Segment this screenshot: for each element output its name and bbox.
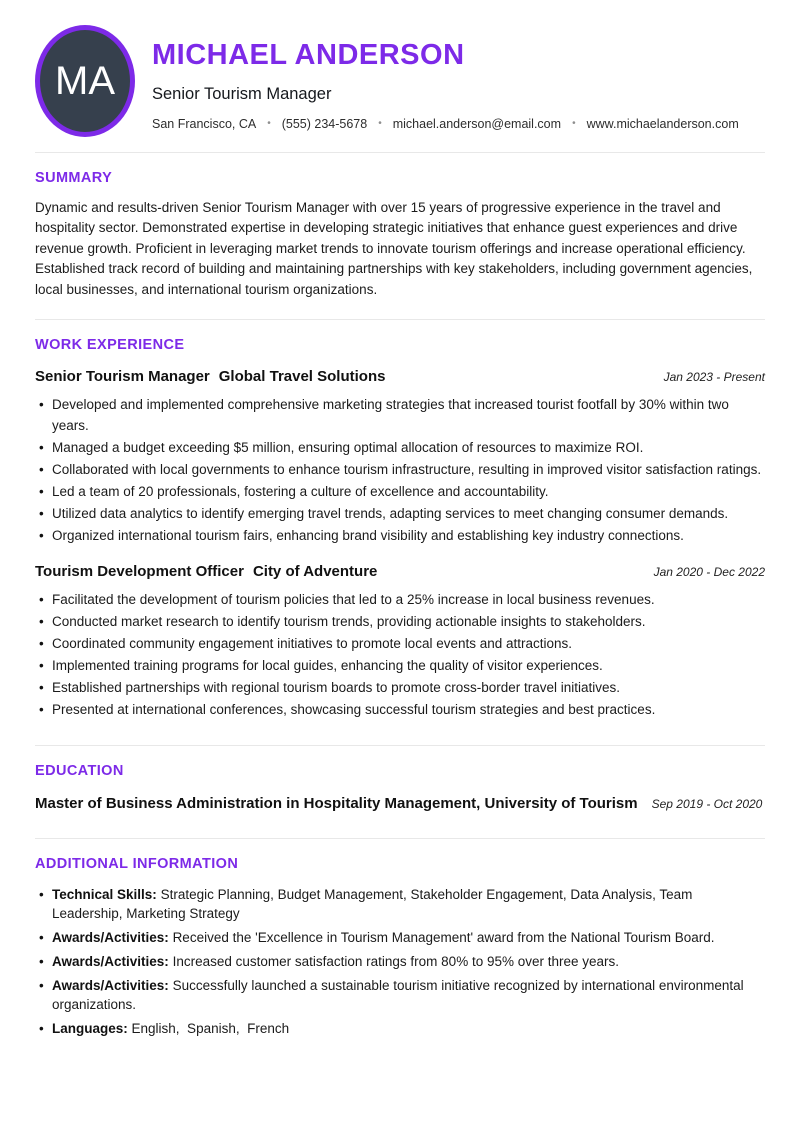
info-label: Technical Skills:: [52, 887, 157, 903]
info-text: English, Spanish, French: [131, 1021, 290, 1037]
job-bullet: • Utilized data analytics to identify emerging travel trends, adapting services to meet changing consumer demands.: [35, 503, 765, 524]
separator-dot: •: [378, 118, 382, 130]
education-row: [35, 795, 765, 812]
additional-info-item: [35, 1019, 765, 1038]
job-bullet-list: [35, 589, 765, 720]
contact-phone: (555) 234-5678: [281, 116, 368, 131]
job-entry: [35, 563, 765, 720]
job-dates: Jan 2023 - Present: [663, 370, 765, 385]
contact-row: [152, 117, 739, 131]
contact-email: michael.anderson@email.com: [392, 116, 562, 131]
summary-text: Dynamic and results-driven Senior Tourism Manager with over 15 years of progressive experience in the travel and hospitality sector. Demonstrated expertise in developing strategic initiatives that enhance guest experiences and drive revenue growth. Proficient in leveraging market trends to innovate tourism offerings and increase operational efficiency. Established track record of building and maintaining partnerships with key stakeholders, including government agencies, local businesses, and international tourism organizations.: [35, 200, 753, 297]
info-text: Increased customer satisfaction ratings from 80% to 95% over three years.: [172, 954, 620, 970]
job-bullet: • Facilitated the development of tourism policies that led to a 25% increase in local business revenues.: [35, 589, 765, 610]
additional-info-item: [35, 928, 765, 947]
info-text: Received the 'Excellence in Tourism Management' award from the National Tourism Board.: [172, 930, 715, 946]
job-bullet: • Organized international tourism fairs, enhancing brand visibility and establishing key industry connections.: [35, 525, 765, 546]
job-bullet: • Coordinated community engagement initiatives to promote local events and attractions.: [35, 633, 765, 654]
additional-info-list: [35, 885, 765, 1038]
education-dates: Sep 2019 - Oct 2020: [651, 797, 763, 812]
job-bullet: • Led a team of 20 professionals, fostering a culture of excellence and accountability.: [35, 481, 765, 502]
additional-info-item: [35, 952, 765, 971]
avatar: [35, 25, 135, 137]
job-titles: [35, 368, 385, 385]
job-header-row: [35, 368, 765, 385]
contact-website: www.michaelanderson.com: [586, 116, 739, 131]
additional-information-heading: ADDITIONAL INFORMATION: [35, 856, 239, 873]
education-heading: EDUCATION: [35, 763, 124, 780]
job-titles: [35, 563, 377, 580]
job-bullet: • Developed and implemented comprehensive marketing strategies that increased tourist footfall by 30% within two years.: [35, 394, 765, 436]
job-company: City of Adventure: [252, 563, 378, 581]
job-bullet-list: [35, 394, 765, 546]
separator-dot: •: [572, 118, 576, 130]
separator-dot: •: [267, 118, 271, 130]
job-bullet: • Managed a budget exceeding $5 million, ensuring optimal allocation of resources to maximize ROI.: [35, 437, 765, 458]
contact-location: San Francisco, CA: [152, 116, 257, 131]
section-work-experience: [0, 320, 800, 745]
education-degree: Master of Business Administration in Hospitality Management, University of Tourism: [35, 795, 638, 813]
job-company: Global Travel Solutions: [218, 368, 386, 386]
job-bullet: • Conducted market research to identify tourism trends, providing actionable insights to stakeholders.: [35, 611, 765, 632]
job-header-row: [35, 563, 765, 580]
job-dates: Jan 2020 - Dec 2022: [653, 565, 765, 580]
resume-header: [0, 0, 800, 137]
candidate-name: MICHAEL ANDERSON: [152, 39, 465, 71]
summary-heading: SUMMARY: [35, 170, 113, 186]
additional-info-item: [35, 976, 765, 1014]
job-entry: [35, 368, 765, 546]
candidate-title: Senior Tourism Manager: [152, 84, 332, 103]
job-bullet: • Implemented training programs for local guides, enhancing the quality of visitor experiences.: [35, 655, 765, 676]
info-text: Successfully launched a sustainable tourism initiative recognized by international environmental organizations.: [52, 978, 748, 1013]
header-text: [152, 25, 739, 131]
info-label: Awards/Activities:: [52, 954, 169, 970]
job-bullet: • Collaborated with local governments to enhance tourism infrastructure, resulting in improved visitor satisfaction ratings.: [35, 459, 765, 480]
additional-info-item: [35, 885, 765, 923]
info-label: Languages:: [52, 1021, 128, 1037]
avatar-initials: MA: [55, 58, 115, 103]
info-label: Awards/Activities:: [52, 930, 169, 946]
section-summary: [0, 153, 800, 319]
job-title: Senior Tourism Manager: [35, 368, 210, 386]
job-title: Tourism Development Officer: [35, 563, 244, 581]
job-bullet: • Established partnerships with regional tourism boards to promote cross-border travel initiatives.: [35, 677, 765, 698]
work-experience-heading: WORK EXPERIENCE: [35, 337, 185, 354]
info-text: Strategic Planning, Budget Management, Stakeholder Engagement, Data Analysis, Team Leadership, Marketing Strategy: [52, 887, 697, 922]
section-education: [0, 746, 800, 838]
info-label: Awards/Activities:: [52, 978, 169, 994]
job-bullet: • Presented at international conferences, showcasing successful tourism strategies and best practices.: [35, 699, 765, 720]
section-additional-information: [0, 839, 800, 1038]
